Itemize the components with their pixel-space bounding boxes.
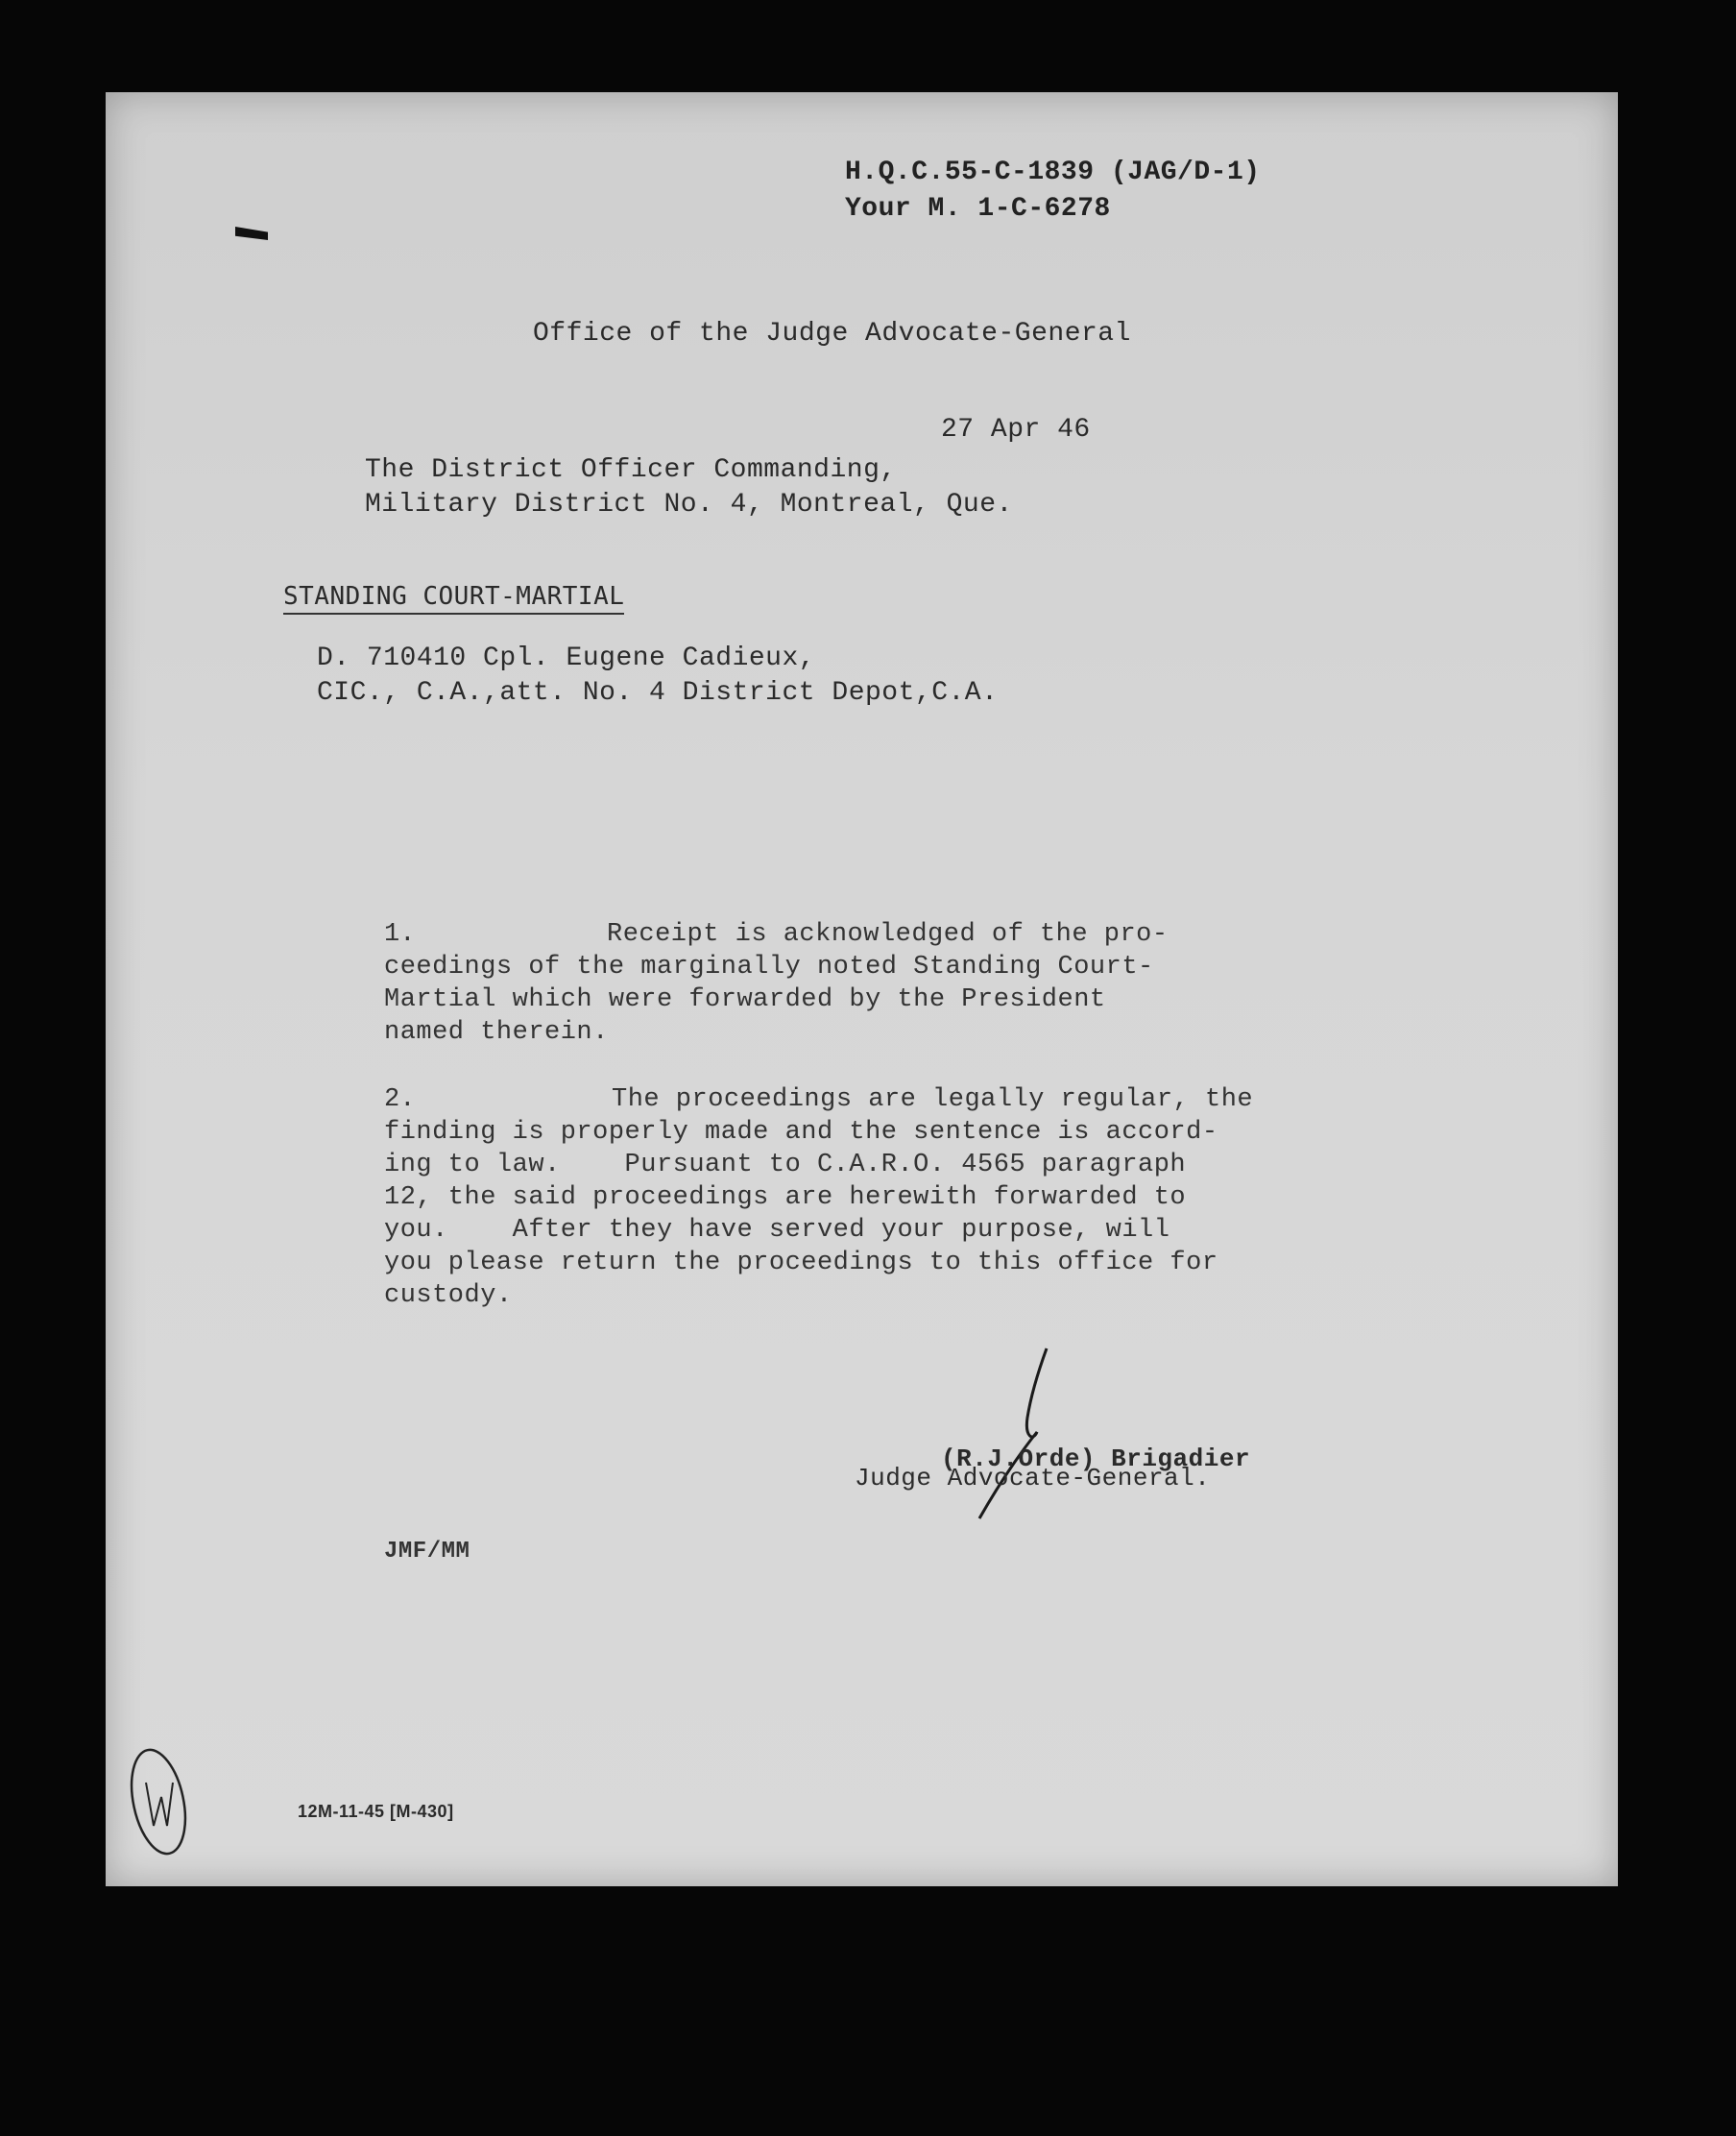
office-title: Office of the Judge Advocate-General (533, 319, 1131, 349)
margin-handwritten-mark-icon (125, 1744, 192, 1859)
typist-initials: JMF/MM (384, 1539, 470, 1565)
paragraph-2-line-1: The proceedings are legally regular, the (612, 1085, 1254, 1114)
paragraph-2-line-2: finding is properly made and the sentence is accord- (384, 1118, 1218, 1147)
your-reference: Your M. 1-C-6278 (845, 194, 1111, 224)
signatory-title: Judge Advocate-General. (855, 1464, 1211, 1493)
subject-line-2: CIC., C.A.,att. No. 4 District Depot,C.A. (317, 678, 999, 708)
document-page (106, 92, 1618, 1886)
addressee-line-1: The District Officer Commanding, (365, 455, 897, 485)
paragraph-1-line-3: Martial which were forwarded by the President (384, 985, 1106, 1014)
paragraph-1-number: 1. (384, 920, 416, 949)
signatory-name: (R.J.Orde) Brigadier (941, 1444, 1251, 1473)
paragraph-1-line-2: ceedings of the marginally noted Standing Court- (384, 953, 1154, 982)
paragraph-2-line-5: you. After they have served your purpose, will (384, 1216, 1170, 1245)
margin-pointer-icon (235, 227, 268, 240)
paragraph-2-line-6: you please return the proceedings to this office for (384, 1249, 1218, 1277)
handwritten-signature-icon (951, 1341, 1066, 1533)
paragraph-2-line-7: custody. (384, 1281, 513, 1310)
paragraph-2-line-3: ing to law. Pursuant to C.A.R.O. 4565 paragraph (384, 1151, 1187, 1179)
form-number: 12M-11-45 [M-430] (298, 1802, 454, 1821)
paragraph-1-line-4: named therein. (384, 1018, 609, 1047)
document-heading: STANDING COURT-MARTIAL (283, 582, 624, 615)
paragraph-2-line-4: 12, the said proceedings are herewith forwarded to (384, 1183, 1187, 1212)
paragraph-1-line-1: Receipt is acknowledged of the pro- (607, 920, 1169, 949)
subject-line-1: D. 710410 Cpl. Eugene Cadieux, (317, 643, 816, 673)
letter-date: 27 Apr 46 (941, 415, 1091, 445)
file-reference: H.Q.C.55-C-1839 (JAG/D-1) (845, 158, 1261, 187)
addressee-line-2: Military District No. 4, Montreal, Que. (365, 490, 1013, 520)
paragraph-2-number: 2. (384, 1085, 416, 1114)
